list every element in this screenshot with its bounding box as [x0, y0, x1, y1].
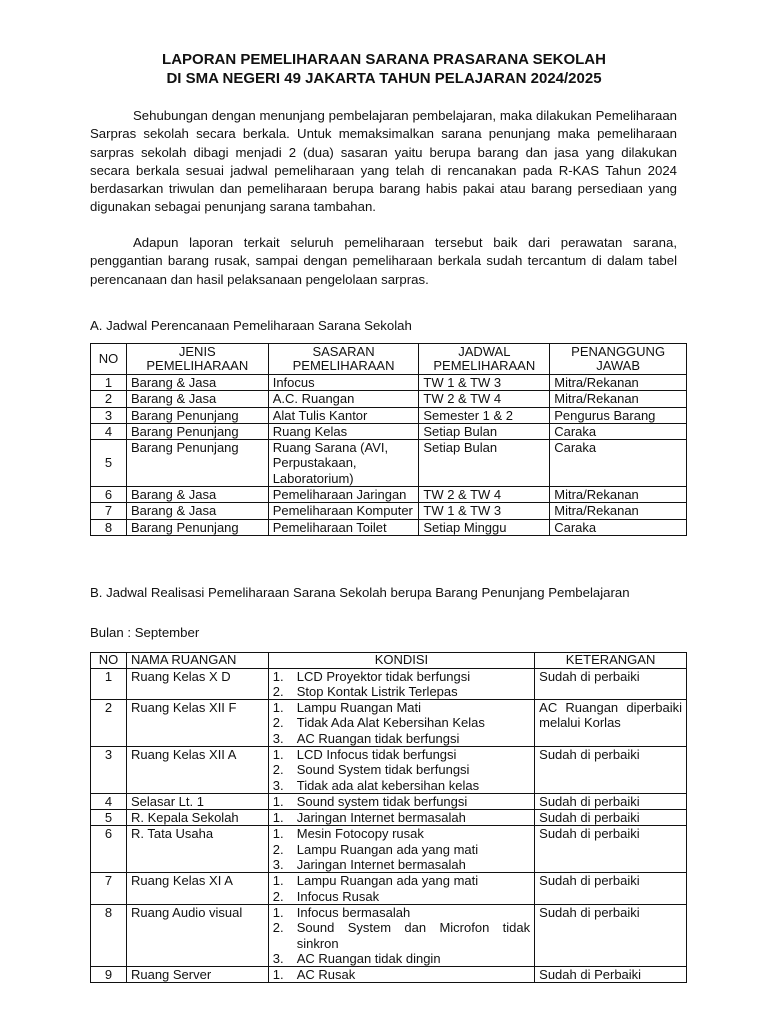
cell-nama-ruangan: Ruang Kelas XII A — [126, 746, 268, 793]
list-item — [269, 873, 530, 888]
cell-keterangan: Sudah di perbaiki — [535, 904, 687, 966]
cell-keterangan: Sudah di perbaiki — [535, 746, 687, 793]
header-jadwal: JADWAL PEMELIHARAAN — [419, 344, 550, 375]
cell-nama-ruangan: R. Tata Usaha — [126, 826, 268, 873]
cell-no: 3 — [91, 407, 127, 423]
cell-no: 3 — [91, 746, 127, 793]
cell-penanggung-jawab: Caraka — [550, 423, 687, 439]
list-item — [269, 731, 530, 746]
cell-jenis: Barang Penunjang — [126, 423, 268, 439]
list-item — [269, 967, 530, 982]
list-item-number: 1. — [272, 668, 284, 684]
list-item-number: 2. — [272, 715, 284, 731]
cell-sasaran: Infocus — [268, 375, 419, 391]
list-item-number: 1. — [272, 746, 284, 762]
cell-no: 8 — [91, 519, 127, 535]
paragraph-intro: Sehubungan dengan menunjang pembelajaran pembelajaran, maka dilakukan Pemeliharaan Sarpras sekolah secara berkala. Untuk memaksimalkan sarana penunjang maka pemeliharaan sarpras sekolah dibagi menjadi 2 (dua) sasaran yaitu berupa barang dan jasa yang dilakukan secara berkala sesuai jadwal pemeliharaan yang telah di rencanakan pada R-KAS Tahun 2024 berdasarkan triwulan dan pemeliharaan berupa barang habis pakai atau barang persediaan yang digunakan sebagai penunjang sarana tambahan. — [90, 108, 677, 215]
title-line-2: DI SMA NEGERI 49 JAKARTA TAHUN PELAJARAN 2024/2025 — [166, 70, 602, 87]
list-item — [269, 684, 530, 699]
list-item-number: 1. — [272, 810, 284, 826]
header-jenis: JENIS PEMELIHARAAN — [126, 344, 268, 375]
cell-no: 6 — [91, 487, 127, 503]
list-item — [269, 669, 530, 684]
cell-kondisi — [268, 746, 534, 793]
header-no: NO — [91, 653, 127, 669]
header-nama-ruangan: NAMA RUANGAN — [126, 653, 268, 669]
cell-no: 6 — [91, 826, 127, 873]
kondisi-list — [269, 669, 530, 700]
cell-jenis: Barang Penunjang — [126, 407, 268, 423]
list-item-text: LCD Infocus tidak berfungsi — [296, 746, 457, 762]
cell-jenis: Barang & Jasa — [126, 391, 268, 407]
cell-kondisi — [268, 793, 534, 809]
planning-table-body — [91, 375, 687, 536]
planning-table — [90, 343, 687, 536]
list-item-number: 1. — [272, 873, 284, 889]
header-sasaran: SASARAN PEMELIHARAAN — [268, 344, 419, 375]
cell-no: 1 — [91, 375, 127, 391]
kondisi-list — [269, 826, 530, 872]
list-item-number: 2. — [272, 762, 284, 778]
table-row — [91, 746, 687, 793]
list-item-number: 2. — [272, 683, 284, 699]
kondisi-list — [269, 967, 530, 982]
cell-penanggung-jawab: Caraka — [550, 519, 687, 535]
cell-jadwal: TW 1 & TW 3 — [419, 375, 550, 391]
kondisi-list — [269, 747, 530, 793]
cell-nama-ruangan: Selasar Lt. 1 — [126, 793, 268, 809]
list-item-text: LCD Proyektor tidak berfungsi — [296, 668, 471, 684]
planning-table-header — [91, 344, 687, 375]
cell-keterangan: AC Ruangan diperbaiki melalui Korlas — [535, 700, 687, 747]
cell-jenis: Barang & Jasa — [126, 375, 268, 391]
header-penanggung-jawab: PENANGGUNG JAWAB — [550, 344, 687, 375]
table-row — [91, 503, 687, 519]
cell-sasaran: Ruang Kelas — [268, 423, 419, 439]
kondisi-list — [269, 794, 530, 809]
cell-jenis: Barang & Jasa — [126, 487, 268, 503]
table-row — [91, 668, 687, 700]
table-row — [91, 904, 687, 966]
list-item — [269, 826, 530, 841]
list-item-number: 3. — [272, 950, 284, 966]
list-item — [269, 778, 530, 793]
cell-kondisi — [268, 967, 534, 983]
cell-jadwal: TW 2 & TW 4 — [419, 487, 550, 503]
list-item-text: Mesin Fotocopy rusak — [296, 826, 424, 842]
list-item-text: AC Ruangan tidak dingin — [296, 950, 441, 966]
cell-no: 8 — [91, 904, 127, 966]
cell-no: 4 — [91, 793, 127, 809]
list-item — [269, 951, 530, 966]
cell-nama-ruangan: Ruang Kelas XII F — [126, 700, 268, 747]
table-row — [91, 375, 687, 391]
cell-jenis: Barang Penunjang — [126, 519, 268, 535]
cell-jenis: Barang Penunjang — [126, 440, 268, 487]
cell-no: 5 — [91, 810, 127, 826]
paragraph-summary: Adapun laporan terkait seluruh pemeliharaan tersebut baik dari perawatan sarana, penggantian barang rusak, sampai dengan pemeliharaan berkala sudah tercantum di dalam tabel perencanaan dan hasil pelaksanaan pengelolaan sarpras. — [90, 235, 677, 287]
header-keterangan: KETERANGAN — [535, 653, 687, 669]
cell-sasaran: Ruang Sarana (AVI, Perpustakaan, Laboratorium) — [268, 440, 419, 487]
section-b-heading: B. Jadwal Realisasi Pemeliharaan Sarana Sekolah berupa Barang Penunjang Pembelajaran — [90, 585, 630, 600]
list-item-text: Infocus bermasalah — [296, 904, 411, 920]
table-row — [91, 519, 687, 535]
table-row — [91, 440, 687, 487]
cell-sasaran: Alat Tulis Kantor — [268, 407, 419, 423]
cell-penanggung-jawab: Mitra/Rekanan — [550, 503, 687, 519]
kondisi-list — [269, 700, 530, 746]
cell-no: 5 — [91, 440, 127, 487]
list-item-text: Sound system tidak berfungsi — [296, 793, 468, 809]
list-item-number: 3. — [272, 857, 284, 873]
list-item — [269, 810, 530, 825]
list-item — [269, 715, 530, 730]
table-row — [91, 873, 687, 905]
list-item — [269, 889, 530, 904]
cell-penanggung-jawab: Pengurus Barang — [550, 407, 687, 423]
cell-kondisi — [268, 873, 534, 905]
cell-kondisi — [268, 810, 534, 826]
cell-no: 9 — [91, 967, 127, 983]
kondisi-list — [269, 873, 530, 904]
list-item-number: 1. — [272, 826, 284, 842]
list-item-text: AC Ruangan tidak berfungsi — [296, 730, 460, 746]
list-item — [269, 905, 530, 920]
cell-kondisi — [268, 668, 534, 700]
realization-table-header — [91, 653, 687, 669]
cell-kondisi — [268, 700, 534, 747]
table-row — [91, 700, 687, 747]
cell-keterangan: Sudah di perbaiki — [535, 668, 687, 700]
kondisi-list — [269, 905, 530, 966]
list-item-number: 2. — [272, 920, 284, 936]
cell-penanggung-jawab: Caraka — [550, 440, 687, 487]
month-label: Bulan : September — [90, 625, 200, 640]
list-item — [269, 857, 530, 872]
cell-jadwal: TW 1 & TW 3 — [419, 503, 550, 519]
cell-nama-ruangan: Ruang Kelas XI A — [126, 873, 268, 905]
list-item-number: 3. — [272, 777, 284, 793]
list-item — [269, 700, 530, 715]
list-item-text: Sound System dan Microfon tidak sinkron — [296, 920, 531, 951]
cell-no: 1 — [91, 668, 127, 700]
list-item-text: Lampu Ruangan ada yang mati — [296, 841, 479, 857]
realization-table — [90, 652, 687, 983]
list-item-text: Lampu Ruangan ada yang mati — [296, 873, 479, 889]
cell-jadwal: Semester 1 & 2 — [419, 407, 550, 423]
cell-sasaran: Pemeliharaan Toilet — [268, 519, 419, 535]
list-item-text: Infocus Rusak — [296, 888, 380, 904]
title-line-1: LAPORAN PEMELIHARAAN SARANA PRASARANA SEKOLAH — [162, 51, 606, 68]
list-item-text: Sound System tidak berfungsi — [296, 762, 470, 778]
list-item-text: Lampu Ruangan Mati — [296, 700, 422, 716]
cell-penanggung-jawab: Mitra/Rekanan — [550, 375, 687, 391]
list-item-text: Jaringan Internet bermasalah — [296, 810, 466, 826]
list-item-number: 1. — [272, 904, 284, 920]
list-item — [269, 747, 530, 762]
cell-no: 2 — [91, 700, 127, 747]
cell-sasaran: Pemeliharaan Jaringan — [268, 487, 419, 503]
list-item-text: Jaringan Internet bermasalah — [296, 857, 466, 873]
list-item — [269, 794, 530, 809]
cell-no: 7 — [91, 873, 127, 905]
cell-kondisi — [268, 826, 534, 873]
cell-kondisi — [268, 904, 534, 966]
list-item-text: Tidak ada alat kebersihan kelas — [296, 777, 480, 793]
list-item — [269, 842, 530, 857]
cell-sasaran: Pemeliharaan Komputer — [268, 503, 419, 519]
header-kondisi: KONDISI — [268, 653, 534, 669]
cell-nama-ruangan: Ruang Kelas X D — [126, 668, 268, 700]
cell-no: 7 — [91, 503, 127, 519]
cell-keterangan: Sudah di Perbaiki — [535, 967, 687, 983]
cell-nama-ruangan: Ruang Audio visual — [126, 904, 268, 966]
kondisi-list — [269, 810, 530, 825]
list-item-number: 1. — [272, 793, 284, 809]
table-row — [91, 826, 687, 873]
list-item-number: 1. — [272, 700, 284, 716]
table-row — [91, 810, 687, 826]
cell-nama-ruangan: R. Kepala Sekolah — [126, 810, 268, 826]
list-item-number: 2. — [272, 888, 284, 904]
list-item — [269, 920, 530, 951]
header-no: NO — [91, 344, 127, 375]
cell-no: 4 — [91, 423, 127, 439]
table-row — [91, 391, 687, 407]
list-item — [269, 762, 530, 777]
cell-jadwal: Setiap Minggu — [419, 519, 550, 535]
cell-penanggung-jawab: Mitra/Rekanan — [550, 391, 687, 407]
table-row — [91, 487, 687, 503]
section-a-heading: A. Jadwal Perencanaan Pemeliharaan Sarana Sekolah — [90, 318, 412, 333]
list-item-text: Stop Kontak Listrik Terlepas — [296, 683, 458, 699]
cell-keterangan: Sudah di perbaiki — [535, 826, 687, 873]
cell-jadwal: TW 2 & TW 4 — [419, 391, 550, 407]
table-row — [91, 423, 687, 439]
list-item-text: Tidak Ada Alat Kebersihan Kelas — [296, 715, 485, 731]
list-item-number: 2. — [272, 841, 284, 857]
cell-jadwal: Setiap Bulan — [419, 423, 550, 439]
list-item-text: AC Rusak — [296, 967, 356, 983]
cell-keterangan: Sudah di perbaiki — [535, 810, 687, 826]
cell-keterangan: Sudah di perbaiki — [535, 873, 687, 905]
cell-jenis: Barang & Jasa — [126, 503, 268, 519]
table-row — [91, 407, 687, 423]
cell-keterangan: Sudah di perbaiki — [535, 793, 687, 809]
list-item-number: 1. — [272, 967, 284, 983]
table-row — [91, 967, 687, 983]
list-item-number: 3. — [272, 730, 284, 746]
document-title — [90, 50, 678, 88]
cell-penanggung-jawab: Mitra/Rekanan — [550, 487, 687, 503]
cell-nama-ruangan: Ruang Server — [126, 967, 268, 983]
cell-sasaran: A.C. Ruangan — [268, 391, 419, 407]
cell-jadwal: Setiap Bulan — [419, 440, 550, 487]
realization-table-body — [91, 668, 687, 983]
cell-no: 2 — [91, 391, 127, 407]
table-row — [91, 793, 687, 809]
